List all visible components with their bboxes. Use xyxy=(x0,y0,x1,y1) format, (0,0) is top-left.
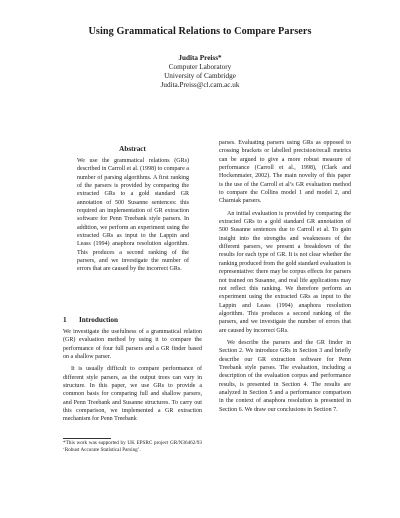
author-institution: University of Cambridge xyxy=(164,72,236,80)
paragraph: We investigate the usefulness of a grammatical relation (GR) evaluation method by using it to compare the performance of four full parsers and a GR finder based on a shallow parser. xyxy=(63,329,202,361)
paragraph: parses. Evaluating parsers using GRs as opposed to crossing brackets or labelled precision/recall metrics can be argued to give a more robust measure of performance (Carroll et al., 1998), (Clark and Hockenmaier, 2002). The main novelty of this paper is the use of the Carroll et al’s GR evaluation method to compare the Collins model 1 and model 2, and Charniak parsers. xyxy=(219,140,351,205)
author-block xyxy=(0,54,400,90)
right-column-body xyxy=(219,139,351,414)
author-name: Judita Preiss* xyxy=(178,54,222,62)
paragraph: We describe the parsers and the GR finder in Section 2. We introduce GRs in Section 3 and briefly describe our GR extraction software for Penn Treebank style parses. The evaluation, including a description of the evaluation corpus and performance results, is presented in Section 4. The results are analyzed in Section 5 and a performance comparison in the context of anaphora resolution is presented in Section 6. We draw our conclusions in Section 7. xyxy=(219,339,351,413)
section-heading xyxy=(63,316,118,324)
footnote: *This work was supported by UK EPSRC project GR/N36462/93 ‘Robust Accurate Statistical Parsing’. xyxy=(63,440,202,453)
footnote-rule xyxy=(63,438,111,439)
section-title: Introduction xyxy=(79,316,119,324)
author-email: Judita.Preiss@cl.cam.ac.uk xyxy=(160,81,240,89)
author-department: Computer Laboratory xyxy=(168,63,232,71)
introduction-body xyxy=(63,328,202,424)
section-number: 1 xyxy=(63,316,67,324)
abstract-text: We use the grammatical relations (GRs) described in Carroll et al. (1998) to compare a number of parsing algorithms. A first ranking of the parsers is provided by comparing the extracted GRs to a gold standard GR annotation of 500 Susanne sentences: this required an implementation of GR extraction software for Penn Treebank style parsers. In addition, we perform an experiment using the extracted GRs as input to the Lappin and Leass (1994) anaphora resolution algorithm. This produces a second ranking of the parsers, and we investigate the number of errors that are caused by the incorrect GRs. xyxy=(77,158,189,273)
paragraph: An initial evaluation is provided by comparing the extracted GRs to a gold standard GR annotation of 500 Susanne sentences due to Carroll et al. To gain insight into the strengths and weaknesses of the different parsers, we present a breakdown of the results for each type of GR. It is not clear whether the ranking produced from the gold standard evaluation is representative: there may be corpus effects for parsers not trained on Susanne, and real life applications may not reflect this ranking. We therefore perform an experiment using the extracted GRs as input to the Lappin and Leass (1994) anaphora resolution algorithm. This produces a second ranking of the parsers, and we investigate the number of errors that are caused by incorrect GRs. xyxy=(219,210,351,334)
paper-title: Using Grammatical Relations to Compare Parsers xyxy=(88,26,312,37)
abstract-heading: Abstract xyxy=(119,145,146,153)
paragraph: It is usually difficult to compare performance of different style parsers, as the output trees can vary in structure. In this paper, we use GRs to provide a common basis for comparing full and shallow parsers, and Penn Treebank and Susanne structures. To carry out this comparison, we implemented a GR extraction mechanism for Penn Treebank xyxy=(63,366,202,423)
